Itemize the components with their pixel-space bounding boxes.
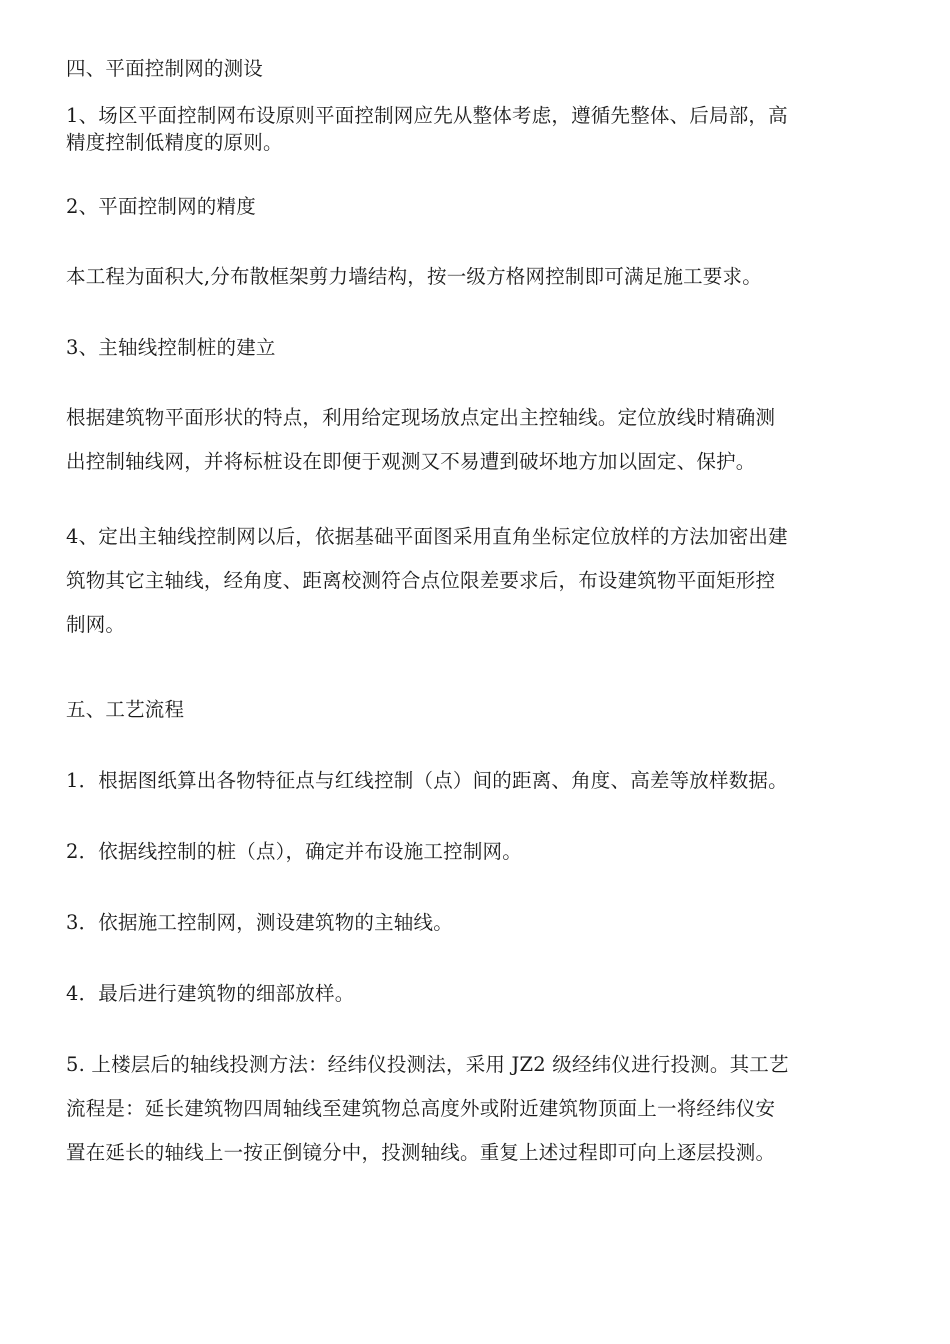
text-line: 四、平面控制网的测设 xyxy=(66,57,264,80)
process-step-3 xyxy=(66,909,886,936)
section-heading-4 xyxy=(66,55,886,82)
process-step-4 xyxy=(66,980,886,1007)
text-line: 1．根据图纸算出各物特征点与红线控制（点）间的距离、角度、高差等放样数据。 xyxy=(66,769,788,792)
text-line: 制网。 xyxy=(66,613,126,636)
text-line: 置在延长的轴线上一按正倒镜分中，投测轴线。重复上述过程即可向上逐层投测。 xyxy=(66,1141,776,1164)
text-line: 1、场区平面控制网布设原则平面控制网应先从整体考虑，遵循先整体、后局部，高 xyxy=(66,104,788,127)
process-step-2 xyxy=(66,838,886,865)
text-line: 3、主轴线控制桩的建立 xyxy=(66,336,276,359)
text-line: 出控制轴线网，并将标桩设在即便于观测又不易遭到破坏地方加以固定、保护。 xyxy=(66,450,756,473)
text-line: 4．最后进行建筑物的细部放样。 xyxy=(66,982,355,1005)
text-line: 根据建筑物平面形状的特点，利用给定现场放点定出主控轴线。定位放线时精确测 xyxy=(66,406,776,429)
paragraph-3-heading xyxy=(66,334,886,361)
text-line: 2、平面控制网的精度 xyxy=(66,195,256,218)
text-line: 五、工艺流程 xyxy=(66,698,185,721)
text-line: 流程是：延长建筑物四周轴线至建筑物总高度外或附近建筑物顶面上一将经纬仪安 xyxy=(66,1097,776,1120)
paragraph-2-heading xyxy=(66,193,886,220)
section-heading-5 xyxy=(66,696,886,723)
text-line: 4、定出主轴线控制网以后，依据基础平面图采用直角坐标定位放样的方法加密出建 xyxy=(66,525,788,548)
paragraph-2-body xyxy=(66,263,886,290)
paragraph-3-body xyxy=(66,396,886,484)
text-line: 筑物其它主轴线，经角度、距离校测符合点位限差要求后，布设建筑物平面矩形控 xyxy=(66,569,776,592)
process-step-5 xyxy=(66,1043,886,1175)
text-line: 精度控制低精度的原则。 xyxy=(66,131,283,154)
text-line: 2．依据线控制的桩（点），确定并布设施工控制网。 xyxy=(66,840,522,863)
paragraph-1 xyxy=(66,102,886,156)
paragraph-4 xyxy=(66,515,886,647)
text-line: 本工程为面积大,分布散框架剪力墙结构，按一级方格网控制即可满足施工要求。 xyxy=(66,265,762,288)
text-line: 3．依据施工控制网，测设建筑物的主轴线。 xyxy=(66,911,453,934)
text-line: 5. 上楼层后的轴线投测方法：经纬仪投测法，采用 JZ2 级经纬仪进行投测。其工艺 xyxy=(66,1053,789,1076)
process-step-1 xyxy=(66,767,886,794)
